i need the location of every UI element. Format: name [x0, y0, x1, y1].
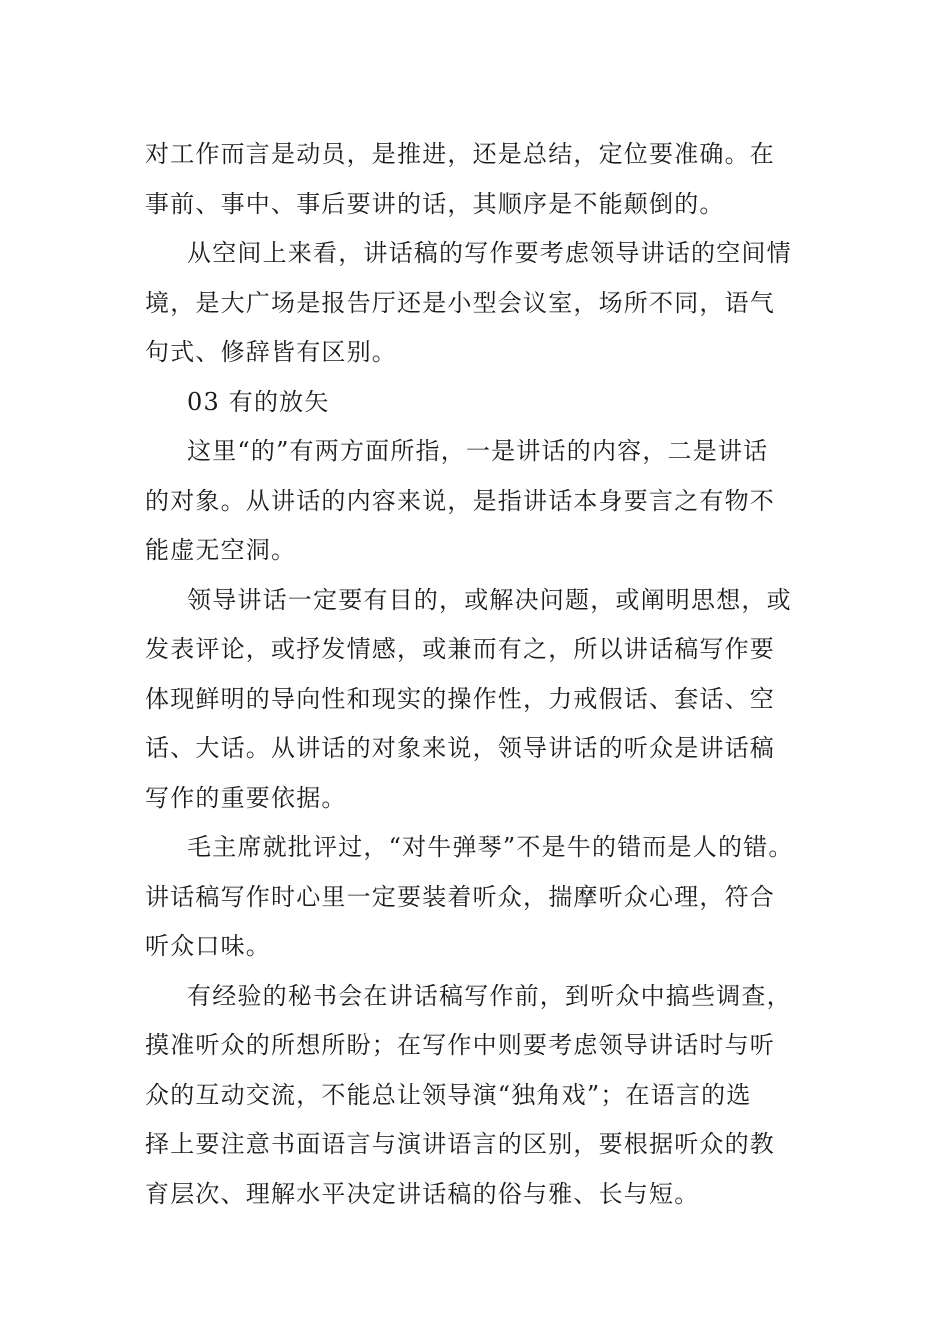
paragraph-6 — [145, 823, 825, 972]
paragraph-2 — [145, 229, 825, 378]
text-line: 对工作而言是动员，是推进，还是总结，定位要准确。在 — [145, 140, 775, 168]
text-line: 有经验的秘书会在讲话稿写作前，到听众中搞些调查， — [187, 981, 792, 1010]
document-body — [145, 130, 825, 1219]
text-line: 毛主席就批评过，“对牛弹琴”不是牛的错而是人的错。 — [187, 833, 794, 861]
text-line: 能虚无空洞。 — [145, 536, 297, 564]
text-line: 的对象。从讲话的内容来说，是指讲话本身要言之有物不 — [145, 486, 775, 515]
text-line: 境，是大广场是报告厅还是小型会议室，场所不同，语气 — [145, 288, 775, 317]
text-line: 句式、修辞皆有区别。 — [145, 338, 397, 366]
text-line: 事前、事中、事后要讲的话，其顺序是不能颠倒的。 — [145, 189, 725, 218]
text-line: 从空间上来看，讲话稿的写作要考虑领导讲话的空间情 — [187, 239, 792, 267]
text-line: 摸准听众的所想所盼；在写作中则要考虑领导讲话时与听 — [145, 1031, 775, 1059]
section-heading — [145, 378, 825, 428]
text-line: 写作的重要依据。 — [145, 783, 347, 812]
text-line: 众的互动交流，不能总让领导演“独角戏”；在语言的选 — [145, 1080, 752, 1109]
text-line: 择上要注意书面语言与演讲语言的区别，要根据听众的教 — [145, 1130, 775, 1158]
text-line: 领导讲话一定要有目的，或解决问题，或阐明思想，或 — [187, 585, 792, 614]
section-heading-text: 03 有的放矢 — [187, 387, 330, 416]
text-line: 育层次、理解水平决定讲话稿的俗与雅、长与短。 — [145, 1179, 700, 1208]
text-line: 体现鲜明的导向性和现实的操作性，力戒假话、套话、空 — [145, 684, 775, 713]
text-line: 话、大话。从讲话的对象来说，领导讲话的听众是讲话稿 — [145, 734, 775, 762]
text-line: 发表评论，或抒发情感，或兼而有之，所以讲话稿写作要 — [145, 635, 775, 663]
paragraph-4 — [145, 427, 825, 576]
paragraph-5 — [145, 576, 825, 824]
paragraph-7 — [145, 972, 825, 1220]
paragraph-1 — [145, 130, 825, 229]
text-line: 听众口味。 — [145, 932, 271, 960]
text-line: 这里“的”有两方面所指，一是讲话的内容，二是讲话 — [187, 437, 769, 465]
text-line: 讲话稿写作时心里一定要装着听众，揣摩听众心理，符合 — [145, 882, 775, 911]
